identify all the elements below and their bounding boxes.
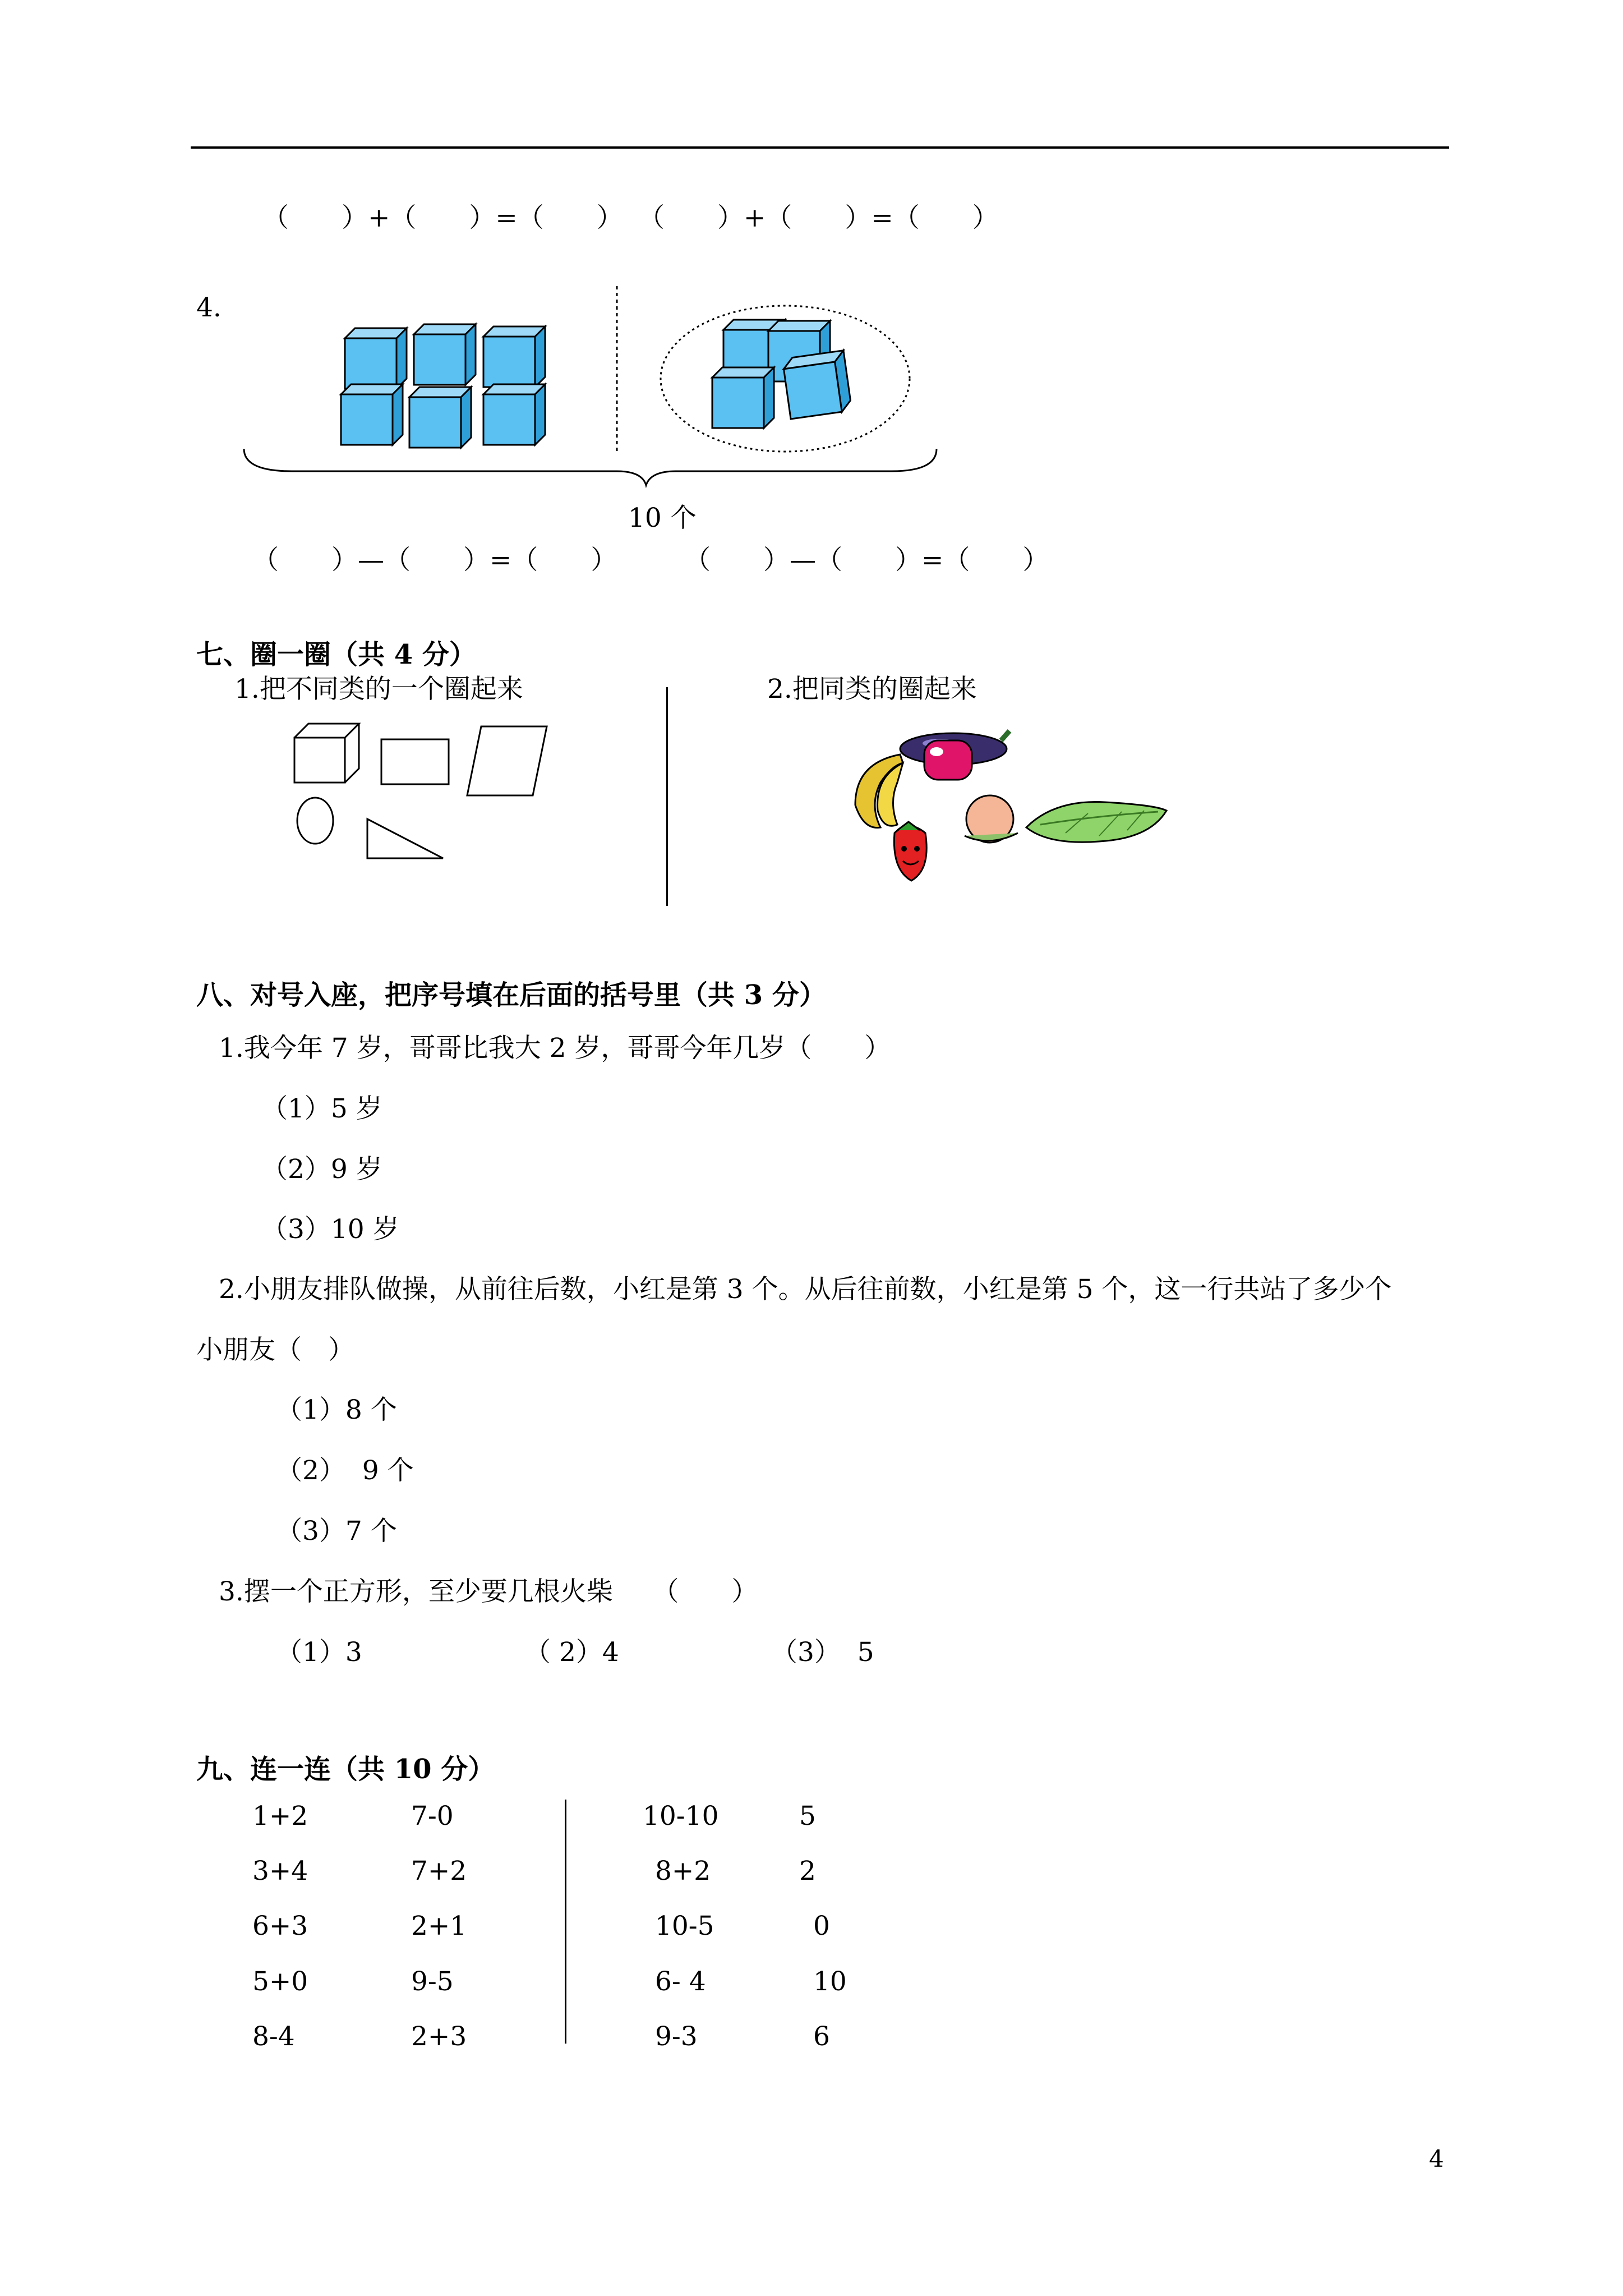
section8-q2-line1: 2.小朋友排队做操，从前往后数，小红是第 3 个。从后往前数，小红是第 5 个，这一行共站了多少个 [219,1274,1392,1305]
match-right-b: 2 [799,1856,816,1887]
page-number: 4 [1429,2145,1444,2173]
match-left-a: 5+0 [252,1966,308,1997]
cube [414,324,476,385]
match-right-b: 0 [813,1911,830,1941]
q4-figure [224,275,953,499]
section8-q2-option: （2） 9 个 [276,1455,414,1486]
section7-q2: 2.把同类的圈起来 [767,674,977,705]
oval-shape [297,798,333,844]
q4-total-label: 10 个 [628,503,697,533]
match-left-a: 1+2 [252,1801,308,1832]
cube-outline-shape [294,724,359,783]
match-right-b: 5 [799,1801,816,1832]
header-rule [191,146,1449,149]
match-left-b: 7+2 [411,1856,467,1887]
section9-divider [565,1800,566,2044]
match-left-a: 8-4 [252,2021,295,2052]
section9-title: 九、连一连（共 10 分） [196,1754,495,1785]
match-right-a: 10-5 [655,1911,714,1941]
section8-q3-option: （ 2）4 [524,1637,619,1668]
cube [782,351,852,419]
section8-q2-option: （1）8 个 [276,1395,397,1425]
match-right-a: 6- 4 [655,1966,706,1997]
q4-number: 4. [196,292,222,323]
cube [483,384,545,445]
peach-icon [965,795,1018,843]
section7-title: 七、圈一圈（共 4 分） [196,639,476,670]
triangle-shape [367,819,443,858]
top-equation-right: （ ）+（ ）=（ ） [638,203,999,233]
cube [409,387,471,448]
match-left-b: 7-0 [411,1801,454,1832]
q4-equation-left: （ ）—（ ）=（ ） [252,545,617,576]
match-left-a: 3+4 [252,1856,308,1887]
section8-q1-option: （2）9 岁 [261,1154,382,1185]
section8-q1-option: （3）10 岁 [261,1214,399,1245]
match-left-b: 2+1 [411,1911,467,1941]
q4-equation-right: （ ）—（ ）=（ ） [684,545,1049,576]
section7-q1: 1.把不同类的一个圈起来 [234,674,523,705]
section8-q3-option: （3） 5 [771,1637,874,1668]
match-right-a: 8+2 [655,1856,711,1887]
banana-icon [855,754,903,828]
section8-q1: 1.我今年 7 岁，哥哥比我大 2 岁，哥哥今年几岁（ ） [219,1033,891,1064]
cube [341,384,403,445]
top-equation-left: （ ）+（ ）=（ ） [262,203,623,233]
rectangle-shape [381,739,449,784]
match-left-a: 6+3 [252,1911,308,1941]
section8-q3-option: （1）3 [276,1637,362,1668]
cabbage-icon [1026,802,1166,843]
cube [345,328,407,389]
match-right-a: 10-10 [643,1801,719,1832]
section8-title: 八、对号入座，把序号填在后面的括号里（共 3 分） [196,979,826,1011]
section8-q2-option: （3）7 个 [276,1516,397,1547]
match-right-b: 6 [813,2021,830,2052]
match-left-b: 2+3 [411,2021,467,2052]
parallelogram-shape [467,726,547,795]
match-left-b: 9-5 [411,1966,454,1997]
section8-q3: 3.摆一个正方形，至少要几根火柴 （ ） [219,1576,758,1607]
fruits-group [841,721,1183,892]
shapes-group [280,718,561,869]
strawberry-icon [894,822,926,881]
cube [712,367,774,428]
cube [483,326,545,387]
section8-q1-option: （1）5 岁 [261,1093,382,1124]
match-right-a: 9-3 [655,2021,698,2052]
apple-icon [924,740,972,780]
section8-q2-line2: 小朋友（ ） [196,1335,354,1365]
section7-divider [666,687,668,906]
match-right-b: 10 [813,1966,847,1997]
